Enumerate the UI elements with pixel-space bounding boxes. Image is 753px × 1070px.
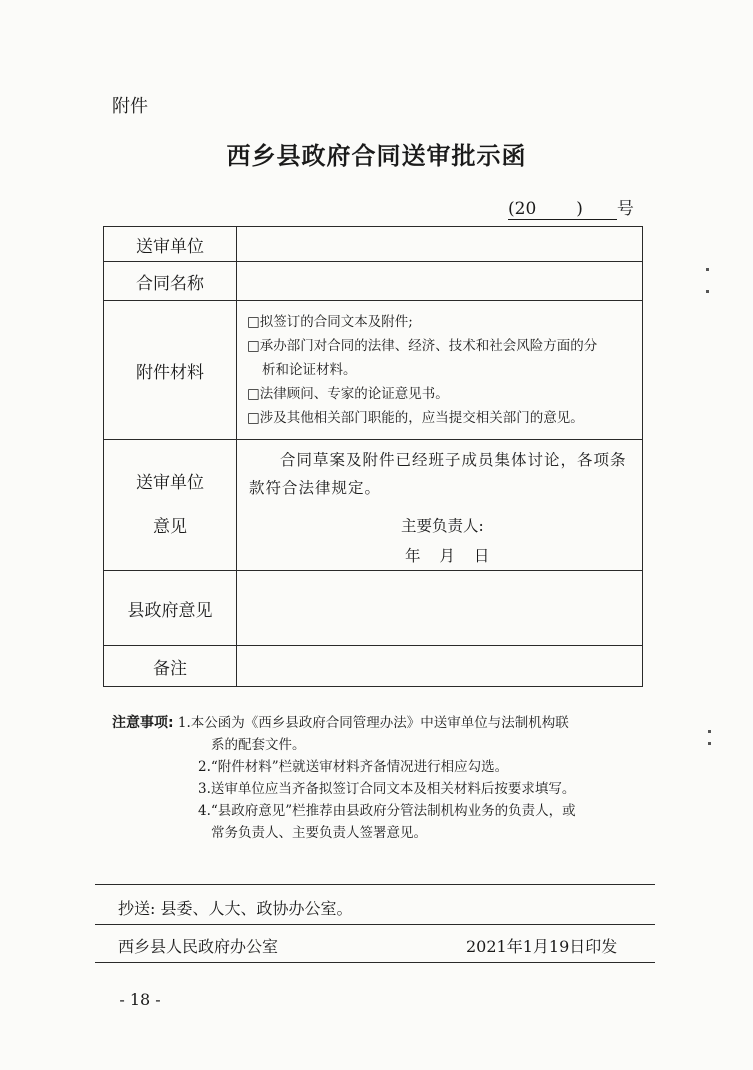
- note-item: 3.送审单位应当齐备拟签订合同文本及相关材料后按要求填写。: [198, 781, 576, 797]
- divider-middle: [95, 924, 655, 925]
- row-label: 附件材料: [104, 301, 237, 440]
- divider-top: [95, 884, 655, 885]
- number-suffix: 号: [616, 199, 634, 219]
- number-prefix: (20: [508, 199, 537, 219]
- attachment-label: 附件: [112, 96, 148, 117]
- form-row-county-opinion: [104, 571, 643, 646]
- county-opinion-field[interactable]: [237, 571, 643, 646]
- number-blank-2[interactable]: [583, 199, 617, 220]
- submitting-unit-field[interactable]: [237, 227, 643, 262]
- row-label: 合同名称: [104, 262, 237, 301]
- note-item: 1.本公函为《西乡县政府合同管理办法》中送审单位与法制机构联: [177, 715, 569, 731]
- form-row-attachments: [104, 301, 643, 440]
- signer-label: 主要负责人:: [401, 517, 484, 535]
- form-row-remarks: [104, 646, 643, 687]
- approval-form-table: [103, 226, 643, 687]
- scan-mark: [708, 742, 711, 745]
- note-item: 常务负责人、主要负责人签署意见。: [211, 825, 427, 841]
- form-row-contract-name: [104, 262, 643, 301]
- print-date: 2021年1月19日印发: [466, 937, 618, 956]
- notes-section: [112, 712, 652, 844]
- number-close: ): [576, 199, 583, 219]
- row-label: 送审单位 意见: [104, 440, 237, 571]
- number-blank[interactable]: [536, 199, 576, 220]
- row-label: 备注: [104, 646, 237, 687]
- note-item: 系的配套文件。: [211, 737, 306, 753]
- scan-mark: [706, 268, 709, 271]
- attachment-checkbox-item[interactable]: □法律顾问、专家的论证意见书。: [247, 386, 449, 402]
- form-row-submitting-unit: [104, 227, 643, 262]
- note-item: 4.“县政府意见”栏推荐由县政府分管法制机构业务的负责人，或: [198, 803, 576, 819]
- document-number: [508, 194, 634, 220]
- remarks-field[interactable]: [237, 646, 643, 687]
- opinion-text: 合同草案及附件已经班子成员集体讨论，各项条款符合法律规定。: [249, 451, 627, 497]
- row-label: 送审单位: [104, 227, 237, 262]
- attachment-checkbox-item[interactable]: □承办部门对合同的法律、经济、技术和社会风险方面的分: [247, 338, 598, 354]
- row-label: 县政府意见: [104, 571, 237, 646]
- issuing-office: 西乡县人民政府办公室: [118, 937, 279, 956]
- cc-line: 抄送: 县委、人大、政协办公室。: [118, 899, 353, 918]
- attachment-item-continuation: 析和论证材料。: [262, 362, 357, 378]
- scan-mark: [708, 730, 711, 733]
- form-row-unit-opinion: [104, 440, 643, 571]
- divider-bottom: [95, 962, 655, 963]
- scan-mark: [706, 290, 709, 293]
- contract-name-field[interactable]: [237, 262, 643, 301]
- note-item: 2.“附件材料”栏就送审材料齐备情况进行相应勾选。: [198, 759, 509, 775]
- attachment-checkbox-item[interactable]: □拟签订的合同文本及附件;: [247, 314, 413, 330]
- date-line: 年 月 日: [405, 547, 490, 565]
- attachments-field: [237, 301, 643, 440]
- notes-heading: 注意事项:: [112, 715, 174, 731]
- unit-opinion-field[interactable]: [237, 440, 643, 571]
- attachment-checkbox-item[interactable]: □涉及其他相关部门职能的，应当提交相关部门的意见。: [247, 410, 584, 426]
- page-number: - 18 -: [119, 990, 161, 1009]
- document-title: 西乡县政府合同送审批示函: [226, 142, 527, 170]
